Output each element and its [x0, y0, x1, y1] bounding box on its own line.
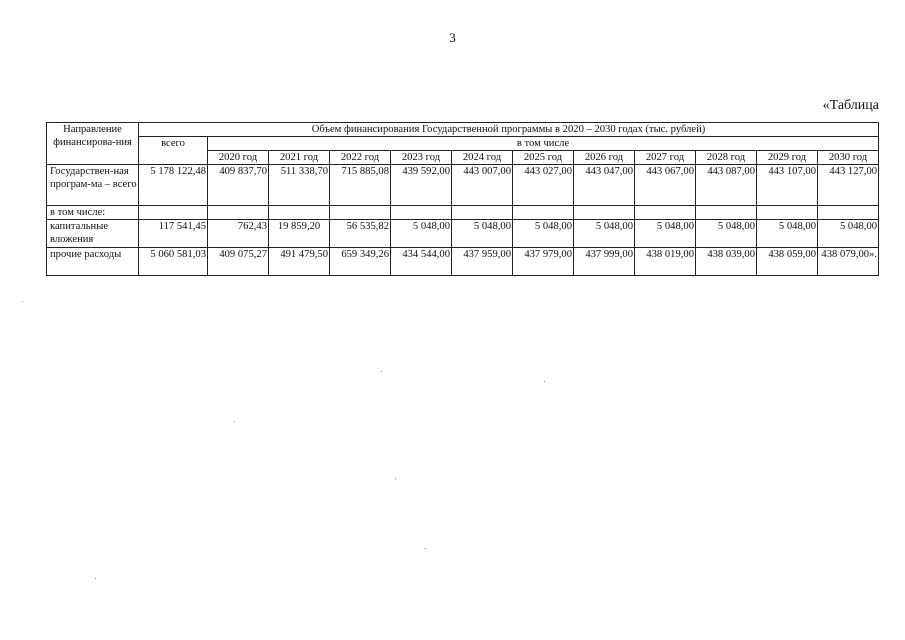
cell-value: 443 087,00 [696, 165, 757, 206]
header-year: 2023 год [391, 151, 452, 165]
cell-value: 437 959,00 [452, 248, 513, 276]
cell-value: 511 338,70 [269, 165, 330, 206]
header-year: 2030 год [818, 151, 879, 165]
table-row-capital-investment [47, 220, 879, 248]
cell-value: 438 019,00 [635, 248, 696, 276]
row-total: 5 060 581,03 [139, 248, 208, 276]
cell-value [574, 206, 635, 220]
cell-value: 715 885,08 [330, 165, 391, 206]
header-year: 2029 год [757, 151, 818, 165]
cell-value: 5 048,00 [574, 220, 635, 248]
financing-table [46, 122, 879, 276]
cell-value: 5 048,00 [513, 220, 574, 248]
cell-value [452, 206, 513, 220]
cell-value [696, 206, 757, 220]
header-year: 2027 год [635, 151, 696, 165]
table-caption: «Таблица [822, 98, 879, 113]
cell-value [635, 206, 696, 220]
cell-value: 438 079,00». [818, 248, 879, 276]
cell-value: 437 999,00 [574, 248, 635, 276]
page-number: 3 [449, 30, 456, 45]
cell-value: 439 592,00 [391, 165, 452, 206]
table-row-including [47, 206, 879, 220]
cell-value: 5 048,00 [696, 220, 757, 248]
table-row-other-expenses [47, 248, 879, 276]
header-year: 2026 год [574, 151, 635, 165]
cell-value: 5 048,00 [818, 220, 879, 248]
scan-speck [395, 478, 396, 479]
header-year: 2024 год [452, 151, 513, 165]
cell-value: 443 027,00 [513, 165, 574, 206]
cell-value: 443 007,00 [452, 165, 513, 206]
row-total: 117 541,45 [139, 220, 208, 248]
row-label: прочие расходы [47, 248, 139, 276]
cell-value: 19 859,20 [269, 220, 330, 248]
table-row-program-total [47, 165, 879, 206]
header-year: 2020 год [208, 151, 269, 165]
row-label: капитальные вложения [47, 220, 139, 248]
row-total [139, 206, 208, 220]
cell-value: 5 048,00 [452, 220, 513, 248]
header-including: в том числе [208, 137, 879, 151]
cell-value: 491 479,50 [269, 248, 330, 276]
cell-value: 434 544,00 [391, 248, 452, 276]
header-year: 2022 год [330, 151, 391, 165]
cell-value: 762,43 [208, 220, 269, 248]
cell-value [330, 206, 391, 220]
header-total: всего [139, 137, 208, 165]
cell-value: 438 039,00 [696, 248, 757, 276]
header-year: 2021 год [269, 151, 330, 165]
cell-value [269, 206, 330, 220]
scan-speck [95, 578, 96, 579]
row-label: Государствен-ная програм-ма – всего [47, 165, 139, 206]
cell-value: 5 048,00 [757, 220, 818, 248]
cell-value: 409 837,70 [208, 165, 269, 206]
header-direction: Направление финансирова-ния [47, 123, 139, 165]
cell-value: 443 047,00 [574, 165, 635, 206]
cell-value: 56 535,82 [330, 220, 391, 248]
cell-value: 409 075,27 [208, 248, 269, 276]
row-total: 5 178 122,48 [139, 165, 208, 206]
row-label: в том числе: [47, 206, 139, 220]
scan-speck [381, 371, 382, 372]
cell-value: 437 979,00 [513, 248, 574, 276]
cell-value: 443 107,00 [757, 165, 818, 206]
cell-value [818, 206, 879, 220]
header-volume: Объем финансирования Государственной программы в 2020 – 2030 годах (тыс. рублей) [139, 123, 879, 137]
cell-value: 5 048,00 [391, 220, 452, 248]
cell-value: 443 067,00 [635, 165, 696, 206]
scan-speck [22, 301, 23, 302]
scan-speck [544, 381, 545, 382]
cell-value [391, 206, 452, 220]
cell-value [208, 206, 269, 220]
scan-speck [425, 548, 426, 549]
cell-value: 443 127,00 [818, 165, 879, 206]
header-year: 2028 год [696, 151, 757, 165]
cell-value: 659 349,26 [330, 248, 391, 276]
cell-value [757, 206, 818, 220]
cell-value [513, 206, 574, 220]
cell-value: 438 059,00 [757, 248, 818, 276]
scan-speck [234, 421, 235, 422]
header-year: 2025 год [513, 151, 574, 165]
cell-value: 5 048,00 [635, 220, 696, 248]
